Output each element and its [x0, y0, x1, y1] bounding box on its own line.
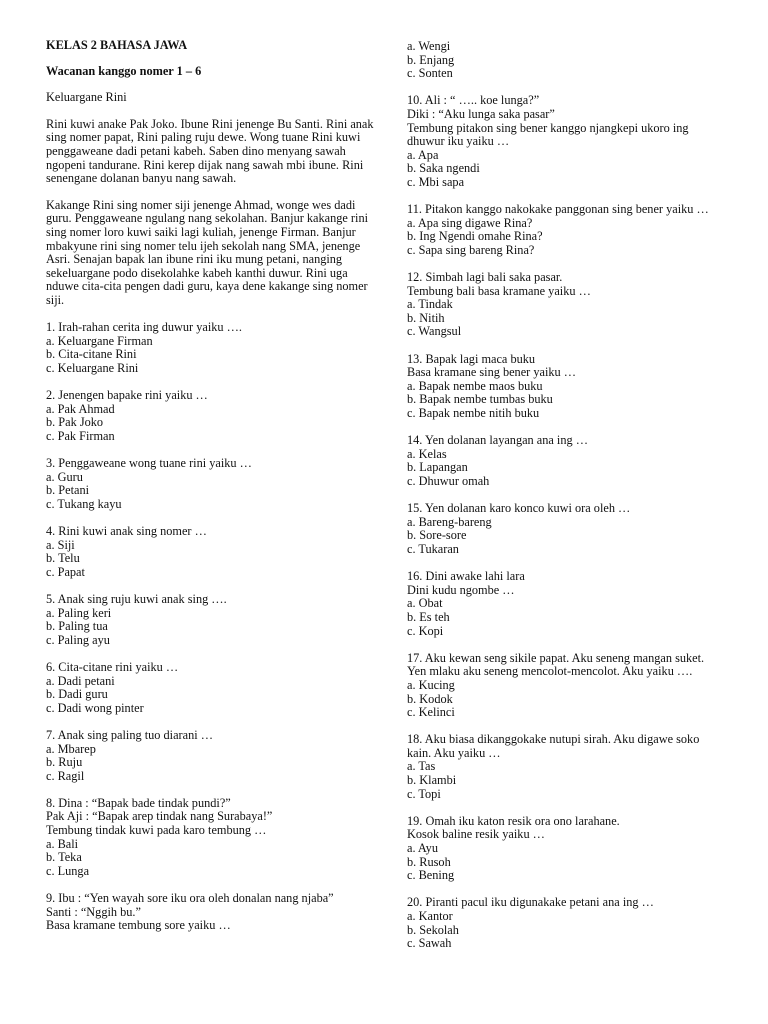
- question-line: Basa kramane tembung sore yaiku …: [46, 918, 231, 933]
- answer-option: c. Tukaran: [407, 541, 459, 556]
- answer-option: a. Kucing: [407, 677, 455, 692]
- question-text: 3. Penggaweane wong tuane rini yaiku …: [46, 456, 252, 471]
- answer-option: a. Apa sing digawe Rina?: [407, 215, 533, 230]
- question-line: Dini kudu ngombe …: [407, 582, 515, 597]
- question-text: 7. Anak sing paling tuo diarani …: [46, 727, 214, 742]
- answer-option: c. Sapa sing bareng Rina?: [407, 242, 535, 257]
- answer-option: c. Dhuwur omah: [407, 474, 490, 488]
- answer-option: b. Cita-citane Rini: [46, 347, 137, 362]
- question-line: Pak Aji : “Bapak arep tindak nang Surabaya!”: [46, 809, 273, 824]
- right-column: [407, 40, 725, 951]
- question-block: [46, 661, 376, 715]
- answer-option: b. Bapak nembe tumbas buku: [407, 392, 553, 407]
- answer-option: b. Lapangan: [407, 460, 468, 475]
- question-block: [46, 457, 376, 511]
- answer-option: a. Siji: [46, 537, 75, 552]
- story-paragraph-2: Kakange Rini sing nomer siji jenenge Ahmad, wonge wes dadi guru. Penggaweane ngulang nang sekolahan. Banjur kakange rini sing nomer loro kuwi saiki lagi kuliah, jenenge Firman. Banjur mbakyune rini sing nomer telu ijeh sekolah nang SMA, jenenge Asri. Senajan bapak lan ibune rini iku mung petani, nanging sekeluargane podo disekolahke kabeh kanthi duwur. Rini uga nduwe cita-cita pengen dadi guru, kaya dene kakange sing nomer siji.: [46, 197, 369, 307]
- story-title: Keluargane Rini: [46, 90, 127, 105]
- answer-option: b. Dadi guru: [46, 687, 108, 702]
- answer-option: b. Ruju: [46, 755, 83, 770]
- question-text: 8. Dina : “Bapak bade tindak pundi?”: [46, 795, 231, 810]
- answer-option: c. Lunga: [46, 863, 90, 878]
- question-line: Tembung pitakon sing bener kanggo njangkepi ukoro ing dhuwur iku yaiku …: [407, 120, 692, 149]
- question-block: [407, 203, 725, 257]
- question-text: 20. Piranti pacul iku digunakake petani ana ing …: [407, 895, 654, 910]
- answer-option: b. Telu: [46, 551, 80, 566]
- question-text: 5. Anak sing ruju kuwi anak sing ….: [46, 591, 227, 606]
- answer-option: b. Nitih: [407, 310, 445, 325]
- question-line: Santi : “Nggih bu.”: [46, 904, 141, 919]
- question-block: [407, 815, 725, 883]
- answer-option: b. Sekolah: [407, 922, 459, 937]
- answer-option: c. Tukang kayu: [46, 496, 122, 511]
- answer-option: a. Pak Ahmad: [46, 401, 115, 416]
- question-text: 15. Yen dolanan karo konco kuwi ora oleh …: [407, 501, 631, 516]
- question-block: [46, 525, 376, 579]
- question-block: [407, 570, 725, 638]
- left-question-list: [46, 321, 376, 933]
- answer-option: a. Kelas: [407, 446, 447, 461]
- answer-option: c. Kelinci: [407, 705, 455, 720]
- question-block: [407, 94, 725, 189]
- question-text: 1. Irah-rahan cerita ing duwur yaiku ….: [46, 320, 242, 335]
- answer-option: c. Paling ayu: [46, 632, 110, 647]
- answer-option: b. Pak Joko: [46, 415, 104, 430]
- answer-option: a. Dadi petani: [46, 673, 115, 688]
- question-text: 6. Cita-citane rini yaiku …: [46, 659, 179, 674]
- answer-option: b. Rusoh: [407, 854, 451, 869]
- question-block: [407, 502, 725, 556]
- answer-option: c. Bening: [407, 868, 455, 883]
- question-block: [46, 729, 376, 783]
- answer-option: c. Wangsul: [407, 324, 462, 339]
- question-block: [407, 733, 725, 801]
- answer-option: a. Keluargane Firman: [46, 333, 153, 348]
- question-text: 2. Jenengen bapake rini yaiku …: [46, 388, 208, 403]
- answer-option: b. Petani: [46, 483, 90, 498]
- question-block: [46, 321, 376, 375]
- answer-option: a. Guru: [46, 469, 83, 484]
- answer-option: c. Kopi: [407, 623, 444, 638]
- answer-option: a. Mbarep: [46, 741, 96, 756]
- answer-option: c. Sawah: [407, 936, 452, 951]
- question-block: [407, 652, 725, 720]
- reading-subtitle: Wacanan kanggo nomer 1 – 6: [46, 63, 202, 78]
- answer-option: b. Ing Ngendi omahe Rina?: [407, 229, 543, 244]
- page-title: KELAS 2 BAHASA JAWA: [46, 38, 188, 52]
- answer-option: b. Paling tua: [46, 619, 108, 634]
- right-question-list: [407, 94, 725, 950]
- answer-option: c. Dadi wong pinter: [46, 700, 144, 715]
- answer-option: c. Ragil: [46, 768, 85, 783]
- answer-option: b. Kodok: [407, 691, 453, 706]
- answer-option: a. Tas: [407, 759, 436, 774]
- question-line: Basa kramane sing bener yaiku …: [407, 365, 577, 380]
- q9-option-c: c. Sonten: [407, 66, 453, 81]
- question-text: 17. Aku kewan seng sikile papat. Aku seneng mangan suket. Yen mlaku aku seneng mencolot-mencolot. Aku yaiku ….: [407, 650, 707, 679]
- answer-option: b. Teka: [46, 850, 82, 865]
- answer-option: c. Bapak nembe nitih buku: [407, 406, 540, 421]
- question-line: Tembung bali basa kramane yaiku …: [407, 283, 591, 298]
- q9-option-b: b. Enjang: [407, 52, 455, 67]
- story-paragraph-1: Rini kuwi anake Pak Joko. Ibune Rini jenenge Bu Santi. Rini anak sing nomer papat, Rini paling ruju dewe. Wong tuane Rini kuwi penggaweane dadi petani kabeh. Saben dino menyang sawah ngopeni tandurane. Rini kerep dijak nang sawah mbi ibune. Rini senengane dolanan banyu nang sawah.: [46, 116, 374, 186]
- answer-option: c. Topi: [407, 786, 441, 801]
- left-column: [46, 39, 376, 933]
- answer-option: b. Klambi: [407, 773, 457, 788]
- q9-option-a: a. Wengi: [407, 39, 451, 53]
- question-text: 14. Yen dolanan layangan ana ing …: [407, 433, 589, 448]
- answer-option: a. Ayu: [407, 841, 438, 856]
- question-text: 19. Omah iku katon resik ora ono larahane.: [407, 813, 620, 828]
- question-text: 13. Bapak lagi maca buku: [407, 351, 536, 366]
- question-block: [407, 271, 725, 339]
- question-block: [407, 353, 725, 421]
- answer-option: a. Bali: [46, 836, 79, 851]
- question-block: [46, 797, 376, 879]
- answer-option: c. Papat: [46, 564, 85, 579]
- answer-option: a. Apa: [407, 147, 439, 162]
- question-text: 16. Dini awake lahi lara: [407, 569, 525, 584]
- answer-option: b. Saka ngendi: [407, 161, 480, 176]
- answer-option: b. Es teh: [407, 609, 450, 624]
- question-text: 4. Rini kuwi anak sing nomer …: [46, 524, 207, 538]
- question-line: Tembung tindak kuwi pada karo tembung …: [46, 823, 267, 838]
- answer-option: a. Bareng-bareng: [407, 514, 492, 529]
- question-block: [46, 892, 376, 933]
- question-text: 11. Pitakon kanggo nakokake panggonan sing bener yaiku …: [407, 202, 709, 217]
- answer-option: c. Keluargane Rini: [46, 360, 139, 375]
- question-block: [46, 389, 376, 443]
- answer-option: a. Paling keri: [46, 605, 112, 620]
- answer-option: a. Bapak nembe maos buku: [407, 378, 543, 393]
- answer-option: a. Obat: [407, 596, 443, 611]
- question-line: Diki : “Aku lunga saka pasar”: [407, 106, 555, 121]
- question-text: 12. Simbah lagi bali saka pasar.: [407, 270, 563, 285]
- question-text: 10. Ali : “ ….. koe lunga?”: [407, 93, 540, 108]
- answer-option: c. Mbi sapa: [407, 174, 465, 189]
- question-text: 18. Aku biasa dikanggokake nutupi sirah. Aku digawe soko kain. Aku yaiku …: [407, 732, 703, 760]
- answer-option: b. Sore-sore: [407, 528, 467, 543]
- question-block: [407, 434, 725, 488]
- answer-option: a. Kantor: [407, 909, 453, 923]
- answer-option: c. Pak Firman: [46, 428, 115, 443]
- answer-option: a. Tindak: [407, 297, 453, 312]
- question-block: [46, 593, 376, 647]
- question-block: [407, 896, 725, 950]
- question-text: 9. Ibu : “Yen wayah sore iku ora oleh donalan nang njaba”: [46, 891, 334, 906]
- question-line: Kosok baline resik yaiku …: [407, 827, 545, 842]
- q9-options: [407, 40, 725, 81]
